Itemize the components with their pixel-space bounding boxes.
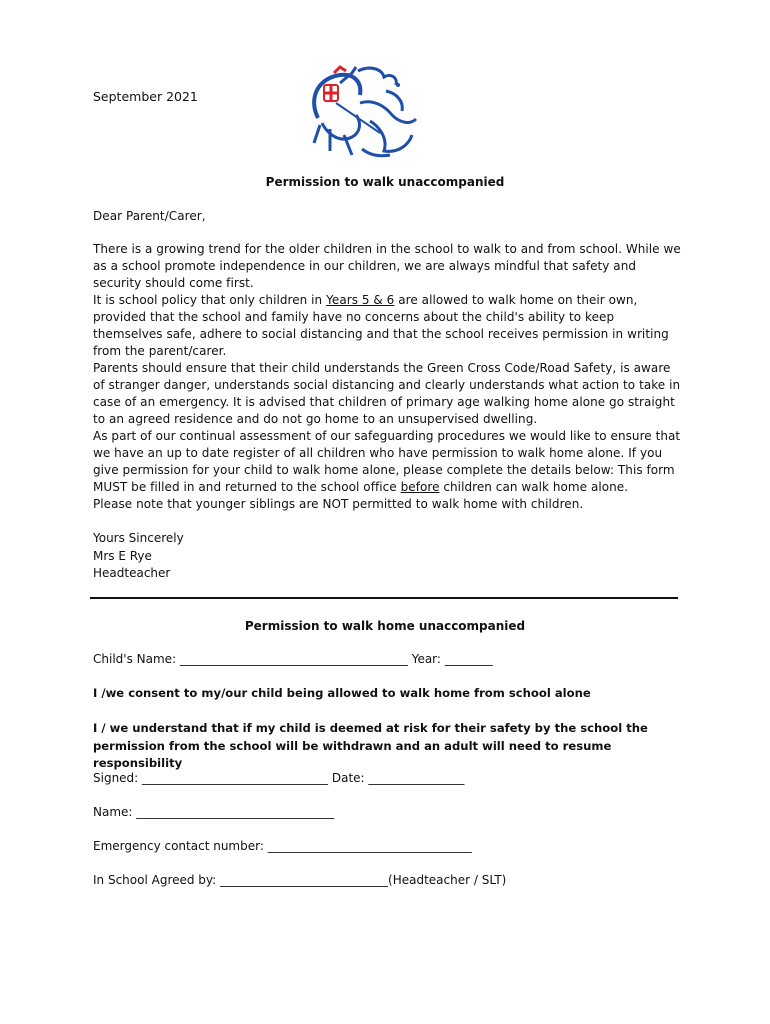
before-underlined: before [400,480,440,494]
school-logo-icon [300,63,422,163]
paragraph-trend: There is a growing trend for the older children in the school to walk to and from school. While we as a school promote independence in our children, we are always mindful that safety and security should come first. [93,242,681,290]
paragraph-register [93,428,683,496]
signed-date-field[interactable]: Signed: _______________________________ Date: ________________ [93,771,465,785]
letter-title: Permission to walk unaccompanied [265,175,505,189]
divider [90,597,678,599]
years-underlined: Years 5 & 6 [326,293,395,307]
name-field[interactable]: Name: _________________________________ [93,805,335,819]
paragraph-policy [93,292,683,360]
form-title: Permission to walk home unaccompanied [244,619,526,633]
paragraph-siblings: Please note that younger siblings are NOT permitted to walk home with children. [93,497,584,511]
signature-block [93,530,184,583]
policy-text-start: It is school policy that only children in [93,293,327,307]
letter-body [93,241,683,513]
greeting: Dear Parent/Carer, [93,209,206,223]
signatory-role: Headteacher [93,566,171,580]
child-name-field[interactable]: Child's Name: ______________________________________ Year: ________ [93,652,493,666]
policy-text-end: are allowed to walk home on their own, provided that the school and family have no concerns about the child's ability to keep themselves safe, adhere to social distancing and that the school receives permission in writing from the parent/carer. [93,293,669,358]
letter-date: September 2021 [93,89,198,104]
closing: Yours Sincerely [93,531,184,545]
paragraph-safety: Parents should ensure that their child understands the Green Cross Code/Road Safety, is aware of stranger danger, understands social distancing and clearly understands what action to take in case of an emergency. It is advised that children of primary age walking home alone go straight to an agreed residence and do not go home to an unsupervised dwelling. [93,361,681,426]
agreed-by-field[interactable]: In School Agreed by: ____________________________(Headteacher / SLT) [93,873,507,887]
signatory-name: Mrs E Rye [93,548,152,563]
register-text-start: As part of our continual assessment of our safeguarding procedures we would like to ensure that we have an up to date register of all children who have permission to walk home alone. If you give permission for your child to walk home alone, please complete the details below: This form MUST be filled in and returned to the school office [93,429,681,494]
understanding-statement: I / we understand that if my child is deemed at risk for their safety by the school the permission from the school will be withdrawn and an adult will need to resume responsibility [93,721,648,770]
consent-statement: I /we consent to my/our child being allowed to walk home from school alone [93,686,591,700]
emergency-contact-field[interactable]: Emergency contact number: __________________________________ [93,839,472,853]
register-text-end: children can walk home alone. [439,480,629,494]
